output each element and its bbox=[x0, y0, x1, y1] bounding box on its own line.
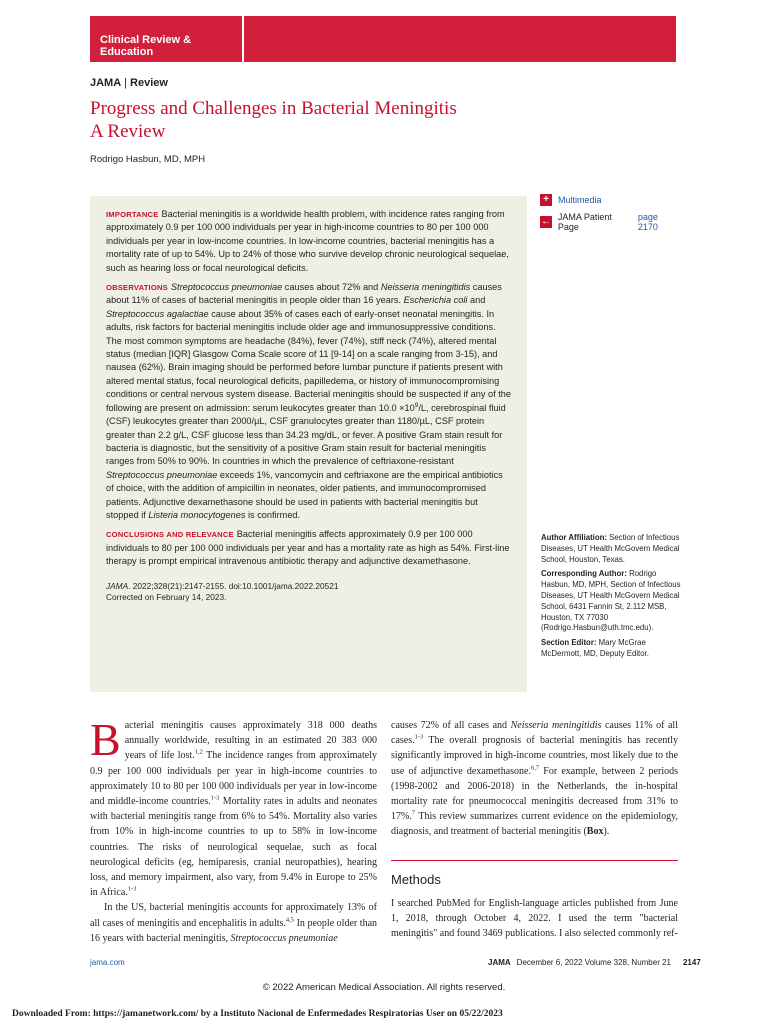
ref-superscript[interactable]: 7 bbox=[411, 809, 416, 817]
affiliation-label: Author Affiliation: bbox=[541, 533, 607, 542]
author-byline: Rodrigo Hasbun, MD, MPH bbox=[90, 154, 206, 165]
ref-superscript[interactable]: 1-3 bbox=[414, 733, 424, 741]
body-column-left bbox=[90, 714, 378, 946]
citation-journal: JAMA bbox=[106, 580, 129, 591]
download-notice: Downloaded From: https://jamanetwork.com/ by a Instituto Nacional de Enfermedades Respiratorias User on 05/22/2023 bbox=[12, 1009, 503, 1019]
patient-page-ref[interactable]: page 2170 bbox=[637, 212, 658, 232]
body-text: causes 72% of all cases and bbox=[391, 720, 511, 731]
obs-text: and bbox=[467, 295, 486, 306]
ref-superscript[interactable]: 1-3 bbox=[127, 885, 137, 893]
drop-cap: B bbox=[90, 714, 121, 765]
journal-separator: | bbox=[124, 77, 128, 89]
obs-superscript: 9 bbox=[414, 401, 419, 409]
section-divider bbox=[391, 860, 678, 861]
body-text: In the US, bacterial meningitis accounts for approximately 13% of all cases of meningitis and encephalitis in adults. bbox=[90, 902, 377, 929]
body-paragraph bbox=[90, 900, 377, 946]
ref-superscript[interactable]: 1-3 bbox=[210, 794, 220, 802]
obs-text: cause about 35% of cases each of early-onset neonatal meningitis. In adults, risk factors for bacterial meningitis include older age and immunosuppressive conditions. The most common symptoms are headache (84%), fever (74%), stiff neck (74%), altered mental status (median [IQR] Glasgow Coma Scale score of 11 [9-14] on a scale ranging from 3-15), and nausea (62%). Brain imaging should be performed before lumbar puncture if patients present with altered mental status, focal neurological deficits, papilledema, or history of immunocompromising conditions or central nervous system disease. Bacterial meningitis should be suspected if any of the following are present on admission: serum leukocytes greater than 10.0 ×10 bbox=[106, 308, 511, 413]
patient-page-link[interactable] bbox=[540, 214, 680, 230]
body-text: Mortality rates in adults and neonates with bacterial meningitis range from 6% to 54%. Mortality also varies from 10% in high-income countries to up to 58% in low-income countries. The risks of neurological sequelae, such as focal neurological deficits (eg, hemiparesis, cranial neuropathies), hearing loss, and memory impairment, also vary, from 9.4% in Europe to 25% in Africa. bbox=[90, 796, 377, 899]
title-line-2: A Review bbox=[90, 121, 166, 142]
multimedia-label[interactable]: Multimedia bbox=[558, 195, 602, 205]
journal-name: JAMA bbox=[90, 77, 122, 89]
article-title bbox=[90, 97, 457, 143]
editor-label: Section Editor: bbox=[541, 638, 597, 648]
obs-species: Listeria monocytogenes bbox=[148, 509, 246, 520]
body-species: Neisseria meningitidis bbox=[510, 720, 602, 731]
title-line-1: Progress and Challenges in Bacterial Meningitis bbox=[90, 98, 457, 119]
conclusions-heading: CONCLUSIONS AND RELEVANCE bbox=[106, 530, 234, 540]
side-links bbox=[540, 192, 680, 236]
body-text: In people older than 16 years with bacterial meningitis, bbox=[90, 917, 378, 944]
body-paragraph bbox=[90, 714, 377, 900]
footer-issue bbox=[488, 958, 701, 967]
editor-text: Mary McGrae McDermott, MD, Deputy Editor. bbox=[541, 638, 649, 658]
patient-page-label: JAMA Patient Page bbox=[557, 212, 612, 232]
footer-journal: JAMA bbox=[488, 958, 511, 967]
section-editor bbox=[541, 638, 681, 660]
ref-superscript[interactable]: 6,7 bbox=[530, 764, 540, 772]
corresponding-label: Corresponding Author: bbox=[541, 569, 627, 579]
section-banner bbox=[90, 16, 242, 62]
correction-note: Corrected on February 14, 2023. bbox=[106, 592, 227, 603]
corresponding-email[interactable]: (Rodrigo.Hasbun@uth.tmc.edu). bbox=[541, 623, 654, 633]
multimedia-link[interactable] bbox=[540, 192, 680, 208]
importance-text: Bacterial meningitis is a worldwide health problem, with incidence rates ranging from approximately 0.9 per 100 000 individuals per year in high-income countries to 80 per 100 000 individuals per year in low-income countries. In low-income countries, bacterial meningitis has a mortality rate of up to 54%. Up to 24% of those who survive develop chronic neurological sequelae, such as hearing loss or focal neurological deficits. bbox=[106, 209, 509, 273]
body-text: This review summarizes current evidence on the epidemiology, diagnosis, and treatment of bacterial meningitis ( bbox=[391, 811, 678, 838]
ref-superscript[interactable]: 1,2 bbox=[194, 749, 203, 757]
body-text: For example, between 2 periods (1998-2002 and 2006-2018) in the Netherlands, the in-hospital mortality rate for pneumococcal meningitis decreased from 31% to 17%. bbox=[391, 765, 678, 823]
page-number: 2147 bbox=[682, 958, 701, 967]
footer-site-link[interactable]: jama.com bbox=[90, 958, 125, 967]
abstract-observations bbox=[106, 281, 513, 522]
observations-heading: OBSERVATIONS bbox=[106, 283, 168, 293]
body-species: Streptococcus pneumoniae bbox=[230, 932, 338, 944]
methods-heading: Methods bbox=[391, 872, 441, 887]
obs-text: is confirmed. bbox=[245, 509, 301, 520]
copyright: © 2022 American Medical Association. All rights reserved. bbox=[262, 982, 506, 993]
body-paragraph bbox=[391, 718, 678, 840]
box-reference[interactable]: Box bbox=[586, 826, 604, 838]
banner-bar bbox=[244, 16, 676, 62]
body-text: causes 11% of all cases. bbox=[391, 720, 678, 747]
abstract-importance bbox=[106, 208, 513, 275]
obs-species: Streptococcus agalactiae bbox=[106, 308, 209, 319]
affiliation-text: Section of Infectious Diseases, UT Health McGovern Medical School, Houston, Texas. bbox=[541, 533, 680, 564]
body-text: The incidence ranges from approximately 0.9 per 100 000 individuals per year in high-income countries to approximately 10 to 80 per 100 000 individuals per year in low-income and middle-income countries. bbox=[90, 750, 377, 808]
obs-text: causes about 11% of cases of bacterial meningitis in people older than 16 years. bbox=[106, 282, 502, 306]
footer-issue-text: December 6, 2022 Volume 328, Number 21 bbox=[516, 958, 671, 967]
conclusions-text: Bacterial meningitis affects approximately 0.9 per 100 000 individuals to 80 per 100 000 individuals per year and has a mortality rate as high as 54%. First-line therapy is prompt empirical intravenous antibiotic therapy and adjunctive dexamethasone. bbox=[106, 529, 510, 567]
obs-species: Neisseria meningitidis bbox=[380, 282, 471, 293]
obs-species: Streptococcus pneumoniae bbox=[170, 282, 283, 293]
body-text: ). bbox=[603, 826, 610, 838]
corresponding-text: Rodrigo Hasbun, MD, MPH, Section of Infectious Diseases, UT Health McGovern Medical School, 6431 Fannin St, 2.112 MSB, Houston, TX 77030 bbox=[541, 569, 681, 622]
abstract-conclusions bbox=[106, 528, 513, 568]
importance-heading: IMPORTANCE bbox=[106, 210, 159, 219]
author-affiliation bbox=[541, 533, 681, 565]
author-info bbox=[541, 533, 681, 664]
body-text: acterial meningitis causes approximately 318 000 deaths annually worldwide, resulting in an estimated 20 383 000 years of life lost. bbox=[124, 720, 377, 762]
obs-species: Escherichia coli bbox=[403, 295, 468, 306]
obs-text: exceeds 1%, vancomycin and ceftriaxone are the empirical antibiotics of choice, with the addition of ampicillin in neonates, older patients, and immunocompromised patients. Adjunctive dexamethasone should be used in patients with bacterial meningitis but stopped if bbox=[106, 469, 503, 520]
ref-superscript[interactable]: 4,5 bbox=[285, 916, 295, 924]
plus-box-icon: + bbox=[540, 194, 552, 206]
abstract-box bbox=[90, 196, 527, 692]
methods-text: I searched PubMed for English-language articles published from June 1, 2018, through October 4, 2022. I used the term "bacterial meningitis" and found 3469 publications. I also selected commonly ref- bbox=[391, 898, 678, 940]
obs-text: /L, cerebrospinal fluid (CSF) leukocytes greater than 2000/µL, CSF granulocytes greater than 1180/µL, CSF protein greater than 2.2 g/L, CSF glucose less than 34.23 mg/dL, or fever. A positive Gram stain result for bacteria is diagnostic, but the sensitivity of a positive Gram stain result for bacterial meningitis ranges from 50% to 90%. In countries in which the prevalence of ceftriaxone-resistant bbox=[106, 402, 506, 467]
obs-text: causes about 72% and bbox=[282, 282, 381, 293]
journal-line bbox=[90, 77, 168, 89]
obs-species: Streptococcus pneumoniae bbox=[106, 469, 218, 480]
article-type: Review bbox=[130, 77, 168, 89]
citation bbox=[106, 581, 513, 604]
body-column-right bbox=[391, 718, 678, 840]
arrow-left-box-icon: ← bbox=[540, 216, 551, 227]
corresponding-author bbox=[541, 569, 681, 634]
citation-doi[interactable]: . 2022;328(21):2147-2155. doi:10.1001/jama.2022.20521 bbox=[128, 580, 339, 591]
section-label: Clinical Review & Education bbox=[100, 34, 192, 58]
body-text: The overall prognosis of bacterial meningitis has recently significantly improved in high-income countries, most likely due to the use of adjunctive dexamethasone. bbox=[391, 735, 678, 777]
